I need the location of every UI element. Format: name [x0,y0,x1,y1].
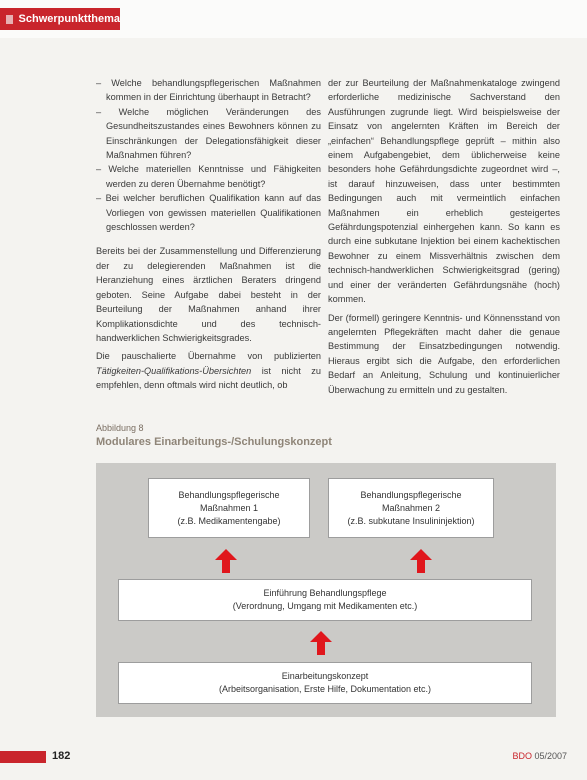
paragraph [96,349,321,392]
up-arrow-icon [410,549,432,573]
list-item: – Welche möglichen Veränderungen des Gesundheitszustandes eines Bewohners können zu Einschränkungen der Delegationsfähigkeit dieser Maßnahmen führen? [96,106,321,161]
paragraph-text: Die pauschalierte Übernahme von publizierten [96,351,321,362]
footer-accent-bar [0,751,46,763]
box-line: Maßnahmen 1 [199,502,259,513]
module-box-measures-1 [148,478,310,538]
box-line: (Arbeitsorganisation, Erste Hilfe, Dokumentation etc.) [218,684,432,694]
journal-brand: BDO [512,751,532,761]
paragraph-text: ist nicht zu empfehlen, denn oftmals wird nicht deutlich, ob [96,365,321,391]
page-number: 182 [52,750,71,762]
concept-diagram [96,463,556,717]
list-item: – Welche behandlungspflegerischen Maßnahmen kommen in der Einrichtung überhaupt in Betracht? [96,78,321,103]
box-line: (z.B. subkutane Insulininjektion) [347,515,475,526]
box-line: (Verordnung, Umgang mit Medikamenten etc.) [232,601,418,611]
up-arrow-icon [310,631,332,655]
box-line: Maßnahmen 2 [381,502,441,513]
paragraph: Bereits bei der Zusammenstellung und Differenzierung der zu delegierenden Maßnahmen ist die Heranziehung eines ärztlichen Beraters dringend geboten. Seine Aufgabe dabei besteht in der Beurteilung der Maßnahmen anhand ihrer Komplikationsdichte und des technisch-handwerklichen Schwierigkeitsgrades. [96,246,321,343]
italic-term: Tätigkeiten-Qualifikations-Übersichten [96,365,252,376]
section-label: Schwerpunktthema [18,13,120,25]
module-box-introduction [118,579,532,621]
module-box-measures-2 [328,478,494,538]
question-list [96,76,321,234]
up-arrow-icon [215,549,237,573]
list-item: – Bei welcher beruflichen Qualifikation kann auf das Vorliegen von gewissen materiellen Qualifikationen geschlossen werden? [96,193,321,233]
box-line: Behandlungspflegerische [360,489,462,500]
list-item: – Welche materiellen Kenntnisse und Fähigkeiten werden zu deren Übernahme benötigt? [96,164,321,189]
box-line: (z.B. Medikamentengabe) [177,515,281,526]
figure-title: Modulares Einarbeitungs-/Schulungskonzept [96,436,332,448]
header-bar [0,0,587,38]
section-square-icon [6,15,13,24]
journal-reference [512,751,567,761]
section-tab [0,8,120,30]
paragraph: Der (formell) geringere Kenntnis- und Könnensstand von angelernten Pflegekräften macht daher die genaue Bestimmung der Einsatzbedingungen notwendig. Hieraus ergibt sich die Aufgabe, den erforderlichen Bedarf an Anleitung, Schulung und kontinuierlicher Überwachung zu ermitteln und zu gestalten. [328,312,560,395]
box-line: Einarbeitungskonzept [281,671,369,681]
journal-issue: 05/2007 [531,751,567,761]
figure-label: Abbildung 8 [96,423,144,433]
box-line: Behandlungspflegerische [178,489,280,500]
module-box-onboarding [118,662,532,704]
paragraph: der zur Beurteilung der Maßnahmenkataloge zwingend erforderliche medizinische Sachverstand den Ausführungen zugrunde liegt. Wird beispielsweise der Einsatz von angelernten Kräften im Bereich der „einfachen“ Behandlungspflege geprüft – mithin also einem Aufgabengebiet, dem üblicherweise keine besonders hohe Gefährdungsdichte zugeordnet wird –, ist darauf hinzuweisen, dass unter bestimmten Bedingungen auch mit vermeintlich einfachen Maßnahmen ein erheblich gesteigertes Gefährdungspotenzial einhergehen kann. So kann es durch eine subkutane Injektion bei einem kachektischen Bewohner zu einem Missverhältnis zwischen dem technisch-handwerklichen Schwierigkeitsgrad (gering) und einer der veränderten Gefährdungsnähe (hoch) kommen. [328,78,560,305]
right-column [328,76,560,401]
left-column [96,76,321,397]
box-line: Einführung Behandlungspflege [263,588,387,598]
